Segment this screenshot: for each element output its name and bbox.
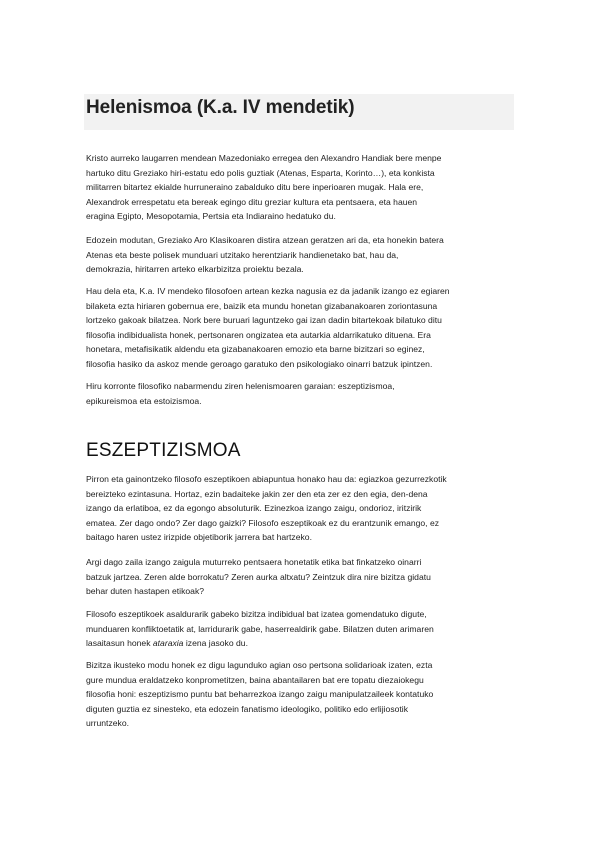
text-line: Alexandrok errespetatu eta bereak egingo ditu greziar kultura eta pentsaera, eta hauen bbox=[86, 196, 418, 207]
text-line: behar duten hastapen etikoak? bbox=[86, 586, 205, 596]
text-line: ematea. Zer dago ondo? Zer dago gaizki? Filosofo eszeptikoak ez du erantzunik emango, ez bbox=[86, 517, 440, 528]
text-line: Edozein modutan, Greziako Aro Klasikoaren distira atzean geratzen ari da, eta honekin batera bbox=[86, 235, 444, 245]
text-line: demokrazia, hiritarren arteko elkarbizitza proiektu bezala. bbox=[86, 264, 304, 274]
text-line: lortzeko gakoak bilatzea. Nork bere buruari laguntzeko gai izan dadin bitartekoak bilatuko ditu bbox=[86, 315, 442, 325]
text-line: lasaitasun honek ataraxia izena jasoko du. bbox=[86, 638, 248, 648]
text-line: eragina Egipto, Mesopotamia, Pertsia eta Indiaraino hedatuko du. bbox=[86, 211, 336, 221]
text-line: baitago haren ustez irizpide objetiborik jarrera bat hartzeko. bbox=[86, 532, 312, 542]
section-paragraph-4 bbox=[86, 658, 518, 731]
section-paragraph-1 bbox=[86, 472, 518, 545]
text-line: diguten guztia ez sinesteko, eta edozein fanatismo ideologiko, politiko edo erlijiosotik bbox=[86, 703, 408, 714]
text-line: batzuk jartzea. Zeren alde borrokatu? Zeren aurka altxatu? Zeintzuk dira nire bizitza gidatu bbox=[86, 571, 431, 582]
text-line: Bizitza ikusteko modu honek ez digu lagunduko agian oso pertsona solidarioak izaten, ezta bbox=[86, 660, 433, 670]
paragraph-2 bbox=[86, 233, 518, 277]
text-line: Hiru korronte filosofiko nabarmendu ziren helenismoaren garaian: eszeptizismoa, bbox=[86, 381, 395, 391]
text-line: Argi dago zaila izango zaigula muturreko pentsaera honetatik etika bat finkatzeko oinarri bbox=[86, 557, 422, 567]
text-line: honetara, metafisikatik aldendu eta gizabanakoaren emozio eta barne bizitzari so eginez, bbox=[86, 344, 425, 354]
paragraph-3 bbox=[86, 284, 518, 371]
text-line: Filosofo eszeptikoek asaldurarik gabeko bizitza indibidual bat izatea gomendatuko digute, bbox=[86, 609, 427, 619]
paragraph-4 bbox=[86, 379, 518, 408]
section-paragraph-3 bbox=[86, 607, 518, 651]
text-line: filosofia honi: eszeptizismo puntu bat beharrezkoa izango zaigu manipulatzaileek kontatuko bbox=[86, 689, 434, 699]
text-line: urruntzeko. bbox=[86, 718, 129, 728]
text-line: hartuko ditu Greziako hiri-estatu edo polis guztiak (Atenas, Esparta, Korinto…), eta konkista bbox=[86, 167, 435, 178]
text-line: epikureismoa eta estoizismoa. bbox=[86, 395, 202, 406]
text-line: Hau dela eta, K.a. IV mendeko filosofoen artean kezka nagusia ez da jadanik izango ez egiaren bbox=[86, 286, 450, 296]
text-line: Pirron eta gainontzeko filosofo eszeptikoen abiapuntua honako hau da: egiazkoa gezurrezkotik bbox=[86, 474, 447, 484]
text-line: gure mundua eraldatzeko konprometitzen, baina abantailaren bat ere topatu diezaiokegu bbox=[86, 674, 424, 685]
text-line: Kristo aurreko laugarren mendean Mazedoniako erregea den Alexandro Handiak bere menpe bbox=[86, 153, 442, 163]
text-line: izango da erlatiboa, ez da egongo absoluturik. Ezinezkoa izango zaigu, ondorioz, iritzirik bbox=[86, 503, 422, 513]
text-line: filosofia hasiko da askoz mende geroago garatuko den psikologiako oinarri batzuk ipintzen. bbox=[86, 358, 433, 369]
emphasis-term: ataraxia bbox=[152, 638, 184, 648]
text-line: Atenas eta beste polisek munduari utzitako herentziarik handienetako bat, hau da, bbox=[86, 249, 399, 260]
text-line: bereizteko ezintasuna. Hortaz, ezin badaiteke jakin zer den eta zer ez den egia, den-dena bbox=[86, 488, 428, 499]
text-line: munduaren konfliktoetatik at, larridurarik gabe, haserrealdirik gabe. Bilatzen duten arimaren bbox=[86, 623, 434, 634]
text-line: bilaketa ezta hiriaren gobernua ere, baizik eta mundu honetan gizabanakoaren zoriontasuna bbox=[86, 300, 438, 311]
paragraph-1 bbox=[86, 151, 518, 224]
text-line: militarren bitartez ekialde hurruneraino zabalduko ditu bere inperioaren mugak. Hala ere, bbox=[86, 182, 424, 192]
section-paragraph-2 bbox=[86, 555, 518, 599]
page-title: Helenismoa (K.a. IV mendetik) bbox=[86, 97, 355, 118]
text-line: filosofia indibidualista honek, pertsonaren ongizatea eta autarkia aldarrikatuko dituena. Era bbox=[86, 329, 431, 340]
section-title: ESZEPTIZISMOA bbox=[86, 440, 241, 461]
